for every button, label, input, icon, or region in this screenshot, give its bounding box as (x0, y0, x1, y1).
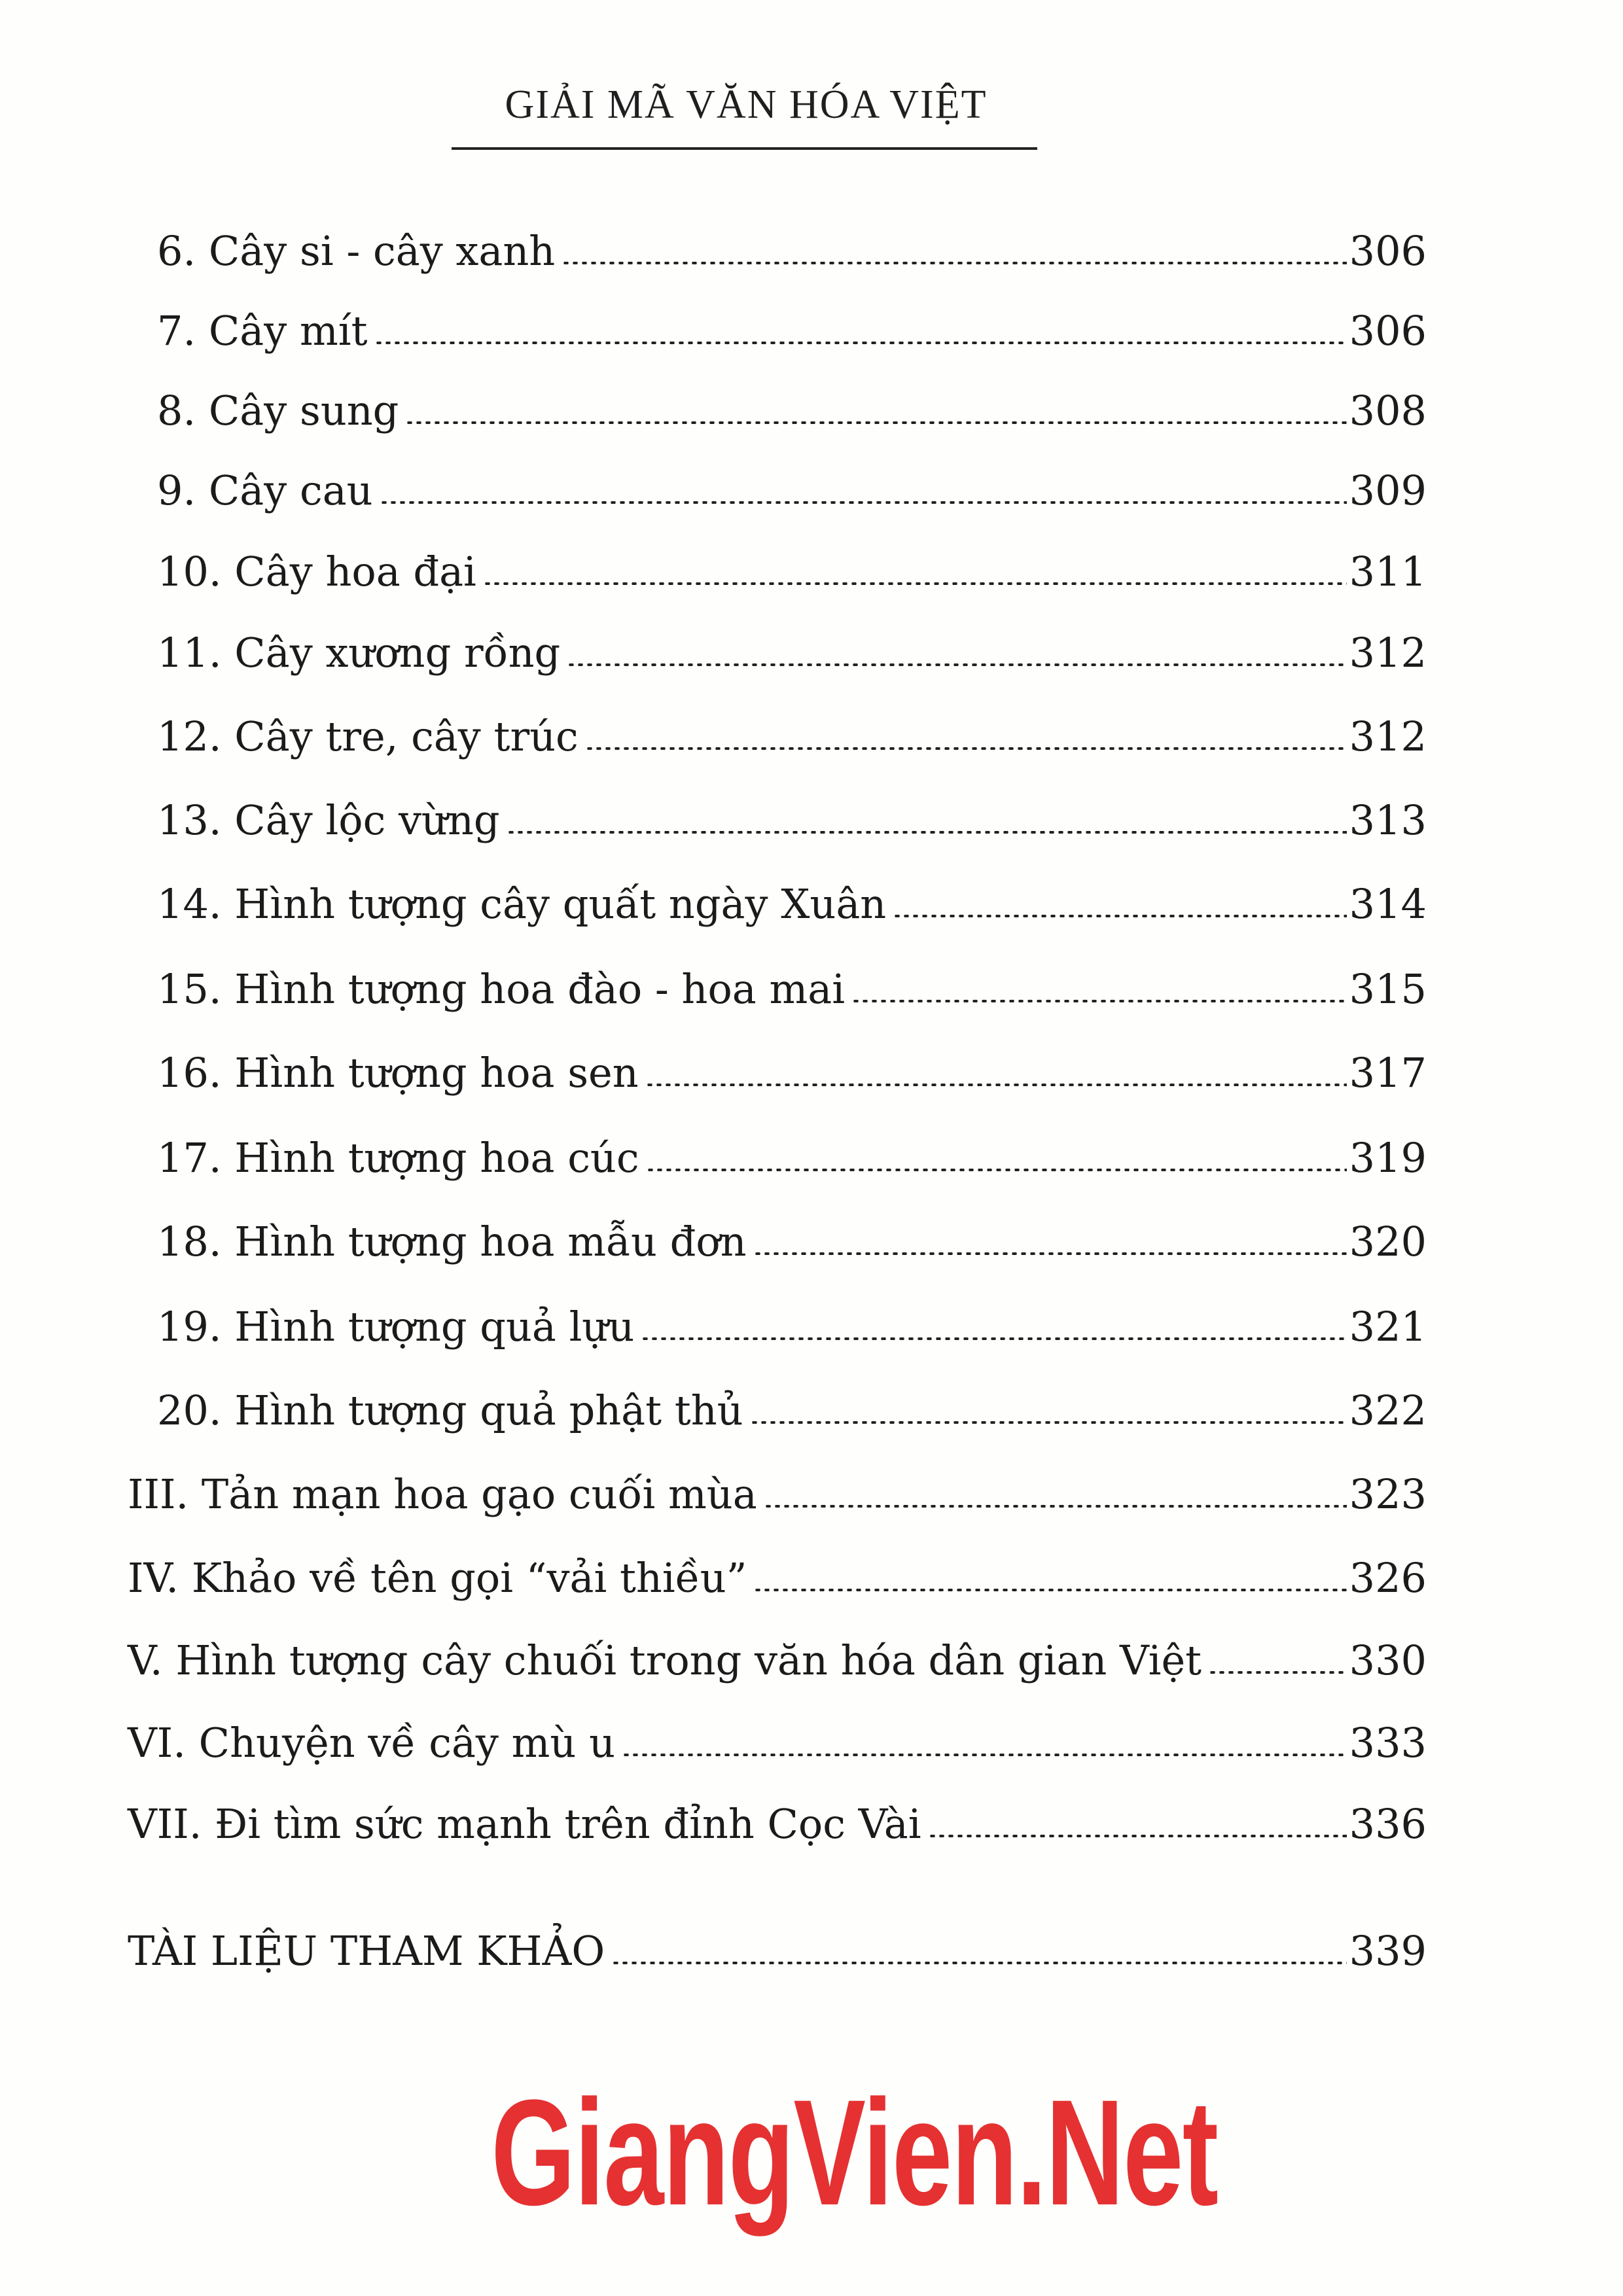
toc-entry (157, 881, 1427, 928)
toc-entry-page: 320 (1349, 1218, 1427, 1265)
toc-leader-dots (562, 262, 1346, 264)
toc-entry-page: 314 (1349, 880, 1427, 928)
toc-entry (157, 797, 1427, 844)
toc-entry (157, 548, 1427, 595)
toc-entry-title: TÀI LIỆU THAM KHẢO (128, 1927, 605, 1975)
toc-entry-page: 313 (1349, 796, 1427, 844)
toc-entry (157, 713, 1427, 760)
toc-leader-dots (374, 342, 1347, 344)
toc-leader-dots (483, 582, 1347, 585)
toc-leader-dots (611, 1962, 1346, 1964)
toc-entry-title: VII. Đi tìm sức mạnh trên đỉnh Cọc Vài (128, 1800, 921, 1848)
toc-entry-title: 10. Cây hoa đại (157, 548, 476, 595)
toc-entry-title: V. Hình tượng cây chuối trong văn hóa dân gian Việt (128, 1636, 1202, 1684)
toc-entry-title: 16. Hình tượng hoa sen (157, 1049, 639, 1097)
toc-entry-page: 333 (1349, 1719, 1427, 1767)
toc-entry (128, 1928, 1427, 1975)
toc-entry (157, 629, 1427, 677)
toc-leader-dots (764, 1505, 1347, 1508)
toc-entry-page: 306 (1349, 227, 1427, 275)
toc-entry-page: 311 (1349, 548, 1427, 595)
toc-entry (157, 1135, 1427, 1182)
toc-leader-dots (851, 1000, 1347, 1002)
toc-entry-page: 339 (1349, 1927, 1427, 1975)
toc-leader-dots (645, 1084, 1347, 1086)
toc-entry-page: 312 (1349, 713, 1427, 760)
toc-entry-page: 308 (1349, 387, 1427, 434)
toc-entry-page: 306 (1349, 307, 1427, 355)
toc-entry-title: 6. Cây si - cây xanh (157, 227, 556, 275)
toc-entry-title: III. Tản mạn hoa gạo cuối mùa (128, 1470, 757, 1518)
toc-entry-page: 309 (1349, 467, 1427, 514)
toc-leader-dots (585, 747, 1347, 750)
toc-entry-page: 315 (1349, 965, 1427, 1013)
toc-leader-dots (753, 1252, 1347, 1255)
toc-entry (157, 467, 1427, 514)
toc-entry-title: 19. Hình tượng quả lựu (157, 1303, 635, 1351)
toc-entry-title: 12. Cây tre, cây trúc (157, 713, 579, 760)
toc-entry (128, 1720, 1427, 1767)
toc-entry-title: 17. Hình tượng hoa cúc (157, 1134, 639, 1182)
toc-entry (157, 1387, 1427, 1434)
toc-entry-title: 8. Cây sung (157, 387, 399, 434)
toc-entry-page: 317 (1349, 1049, 1427, 1097)
toc-leader-dots (893, 915, 1346, 917)
toc-entry-title: 9. Cây cau (157, 467, 373, 514)
toc-leader-dots (750, 1421, 1347, 1424)
toc-entry-title: 7. Cây mít (157, 307, 368, 355)
toc-leader-dots (753, 1589, 1346, 1591)
toc-entry-title: 20. Hình tượng quả phật thủ (157, 1386, 743, 1434)
toc-entry-page: 336 (1349, 1800, 1427, 1848)
toc-entry (128, 1801, 1427, 1848)
toc-leader-dots (1208, 1671, 1347, 1674)
toc-leader-dots (405, 421, 1346, 424)
toc-entry (157, 1303, 1427, 1351)
toc-entry-title: VI. Chuyện về cây mù u (128, 1719, 615, 1767)
toc-entry-page: 319 (1349, 1134, 1427, 1182)
toc-entry (128, 1555, 1427, 1602)
toc-entry (157, 966, 1427, 1013)
toc-entry-page: 330 (1349, 1636, 1427, 1684)
toc-entry-title: 13. Cây lộc vừng (157, 796, 500, 844)
toc-leader-dots (380, 501, 1347, 504)
watermark-logo: GiangVien.Net (491, 2068, 1218, 2236)
toc-entry-page: 321 (1349, 1303, 1427, 1351)
toc-leader-dots (507, 831, 1347, 834)
toc-entry-page: 326 (1349, 1554, 1427, 1602)
toc-entry-page: 322 (1349, 1386, 1427, 1434)
toc-leader-dots (646, 1169, 1347, 1171)
toc-entry-title: IV. Khảo về tên gọi “vải thiều” (128, 1554, 747, 1602)
toc-entry (128, 1471, 1427, 1518)
toc-entry (157, 1050, 1427, 1097)
toc-entry-title: 18. Hình tượng hoa mẫu đơn (157, 1218, 747, 1265)
toc-entry (157, 387, 1427, 434)
toc-entry-page: 312 (1349, 629, 1427, 677)
toc-entry-title: 15. Hình tượng hoa đào - hoa mai (157, 965, 846, 1013)
toc-leader-dots (567, 663, 1346, 666)
toc-entry-page: 323 (1349, 1470, 1427, 1518)
toc-leader-dots (928, 1835, 1347, 1837)
running-header: GIẢI MÃ VĂN HÓA VIỆT (505, 82, 988, 127)
toc-leader-dots (641, 1337, 1346, 1340)
toc-entry (157, 228, 1427, 275)
toc-entry-title: 14. Hình tượng cây quất ngày Xuân (157, 880, 887, 928)
toc-entry (157, 308, 1427, 355)
toc-leader-dots (622, 1754, 1347, 1756)
toc-entry (128, 1637, 1427, 1684)
toc-entry-title: 11. Cây xương rồng (157, 629, 561, 677)
toc-entry (157, 1218, 1427, 1265)
